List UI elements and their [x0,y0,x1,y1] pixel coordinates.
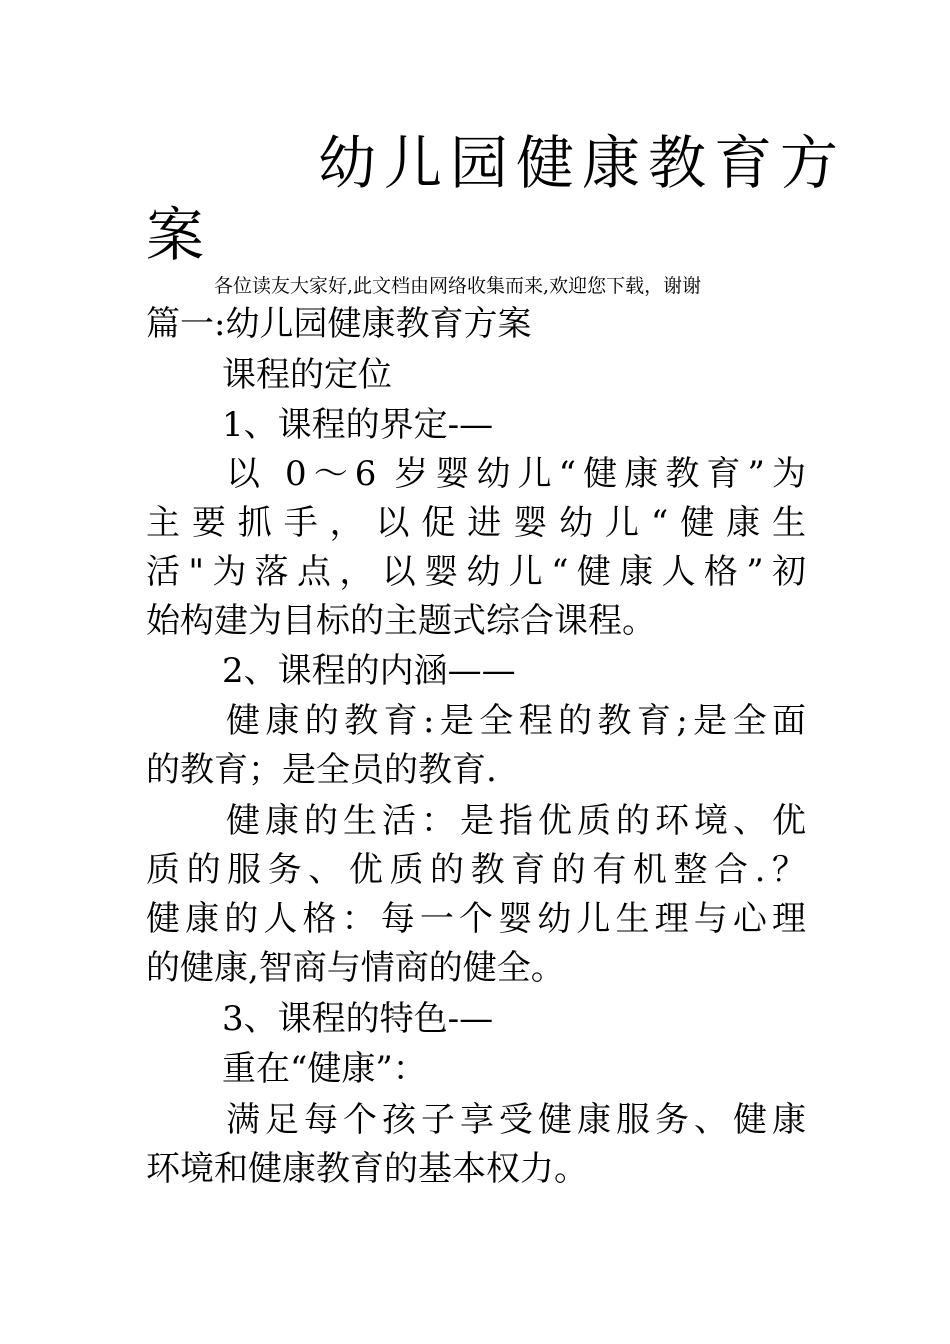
document-title-line1: 幼儿园健康教育方 [318,129,847,197]
item2-paragraph-line: 健康的人格：每一个婴幼儿生理与心理 [146,899,806,939]
item2-paragraph-line: 健康的教育:是全程的教育;是全面 [226,701,806,741]
download-notice: 各位读友大家好,此文档由网络收集而来,欢迎您下载，谢谢 [214,275,702,297]
item2-paragraph-line: 健康的生活：是指优质的环境、优 [226,801,806,841]
item3-heading: 3、课程的特色-— [222,999,494,1039]
item1-paragraph-line: 以 0～6 岁婴幼儿“健康教育”为 [226,454,806,494]
document-title-line2: 案 [146,201,205,269]
item1-paragraph-line: 始构建为目标的主题式综合课程。 [146,601,656,641]
item2-heading: 2、课程的内涵—— [222,651,516,691]
section-heading: 篇一:幼儿园健康教育方案 [146,304,532,344]
item1-paragraph-line: 活"为落点，以婴幼儿“健康人格”初 [146,552,806,592]
item1-heading: 1、课程的界定-— [222,405,494,445]
item3-paragraph-line: 环境和健康教育的基本权力。 [146,1149,588,1189]
item2-paragraph-line: 质的服务、优质的教育的有机整合.？ [146,850,806,890]
item3-subheading: 重在“健康”： [222,1049,427,1089]
item2-paragraph-line: 的教育；是全员的教育. [146,750,497,790]
course-position-heading: 课程的定位 [222,355,392,395]
item3-paragraph-line: 满足每个孩子享受健康服务、健康 [226,1100,806,1140]
item1-paragraph-line: 主要抓手，以促进婴幼儿“健康生 [146,503,806,543]
item2-paragraph-line: 的健康,智商与情商的健全。 [146,948,565,988]
